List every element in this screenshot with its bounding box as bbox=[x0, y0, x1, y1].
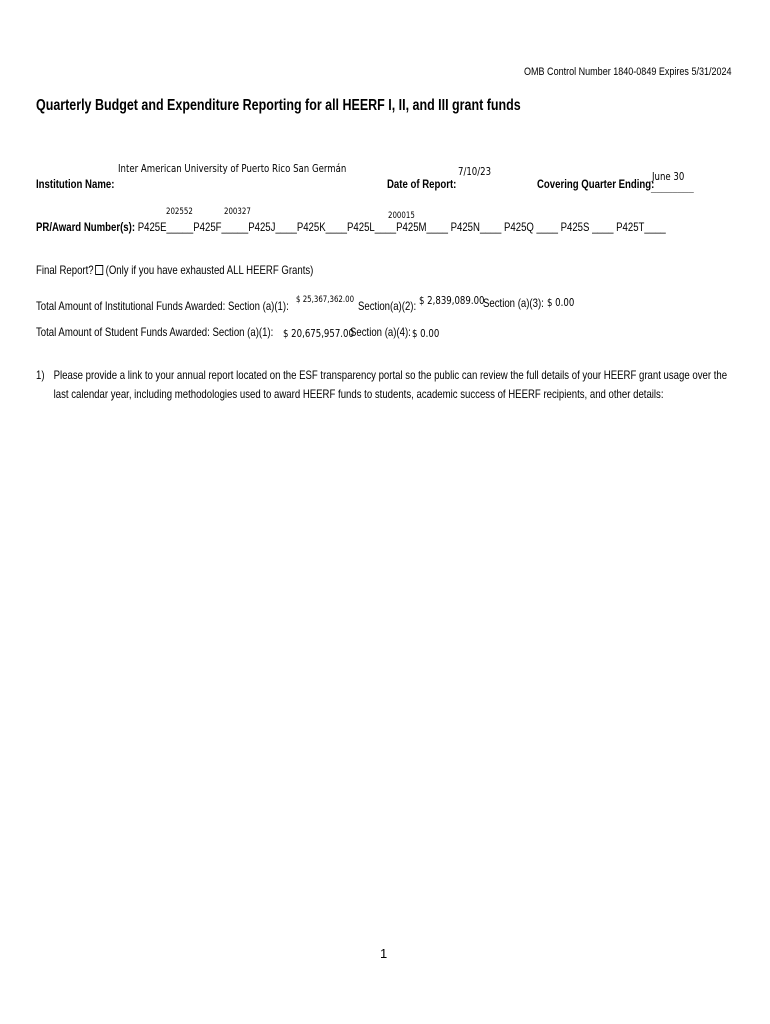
award-numbers-label: PR/Award Number(s): bbox=[36, 220, 136, 234]
award-code: P425K bbox=[296, 220, 326, 234]
question-1-number: 1) bbox=[36, 368, 45, 382]
award-blank[interactable]: ____ bbox=[275, 220, 297, 234]
award-code: P425E bbox=[137, 220, 167, 234]
award-p425f-value[interactable]: 200327 bbox=[224, 207, 251, 217]
question-1-text: Please provide a link to your annual report located on the ESF transparency portal so the public can review the full details of your HEERF grant usage over the last calendar year, including methodologies used to award HEERF funds to students, academic success of HEERF recipients, and other details: bbox=[53, 368, 728, 401]
date-of-report-label: Date of Report: bbox=[387, 177, 457, 191]
section-a2-label: Section(a)(2): bbox=[358, 299, 417, 313]
institutional-a1-value[interactable]: $ 25,367,362.00 bbox=[296, 295, 355, 305]
award-blank[interactable]: ____ bbox=[536, 220, 558, 234]
section-a4-label: Section (a)(4): bbox=[350, 325, 411, 339]
award-code: P425Q bbox=[503, 220, 534, 234]
award-blank[interactable]: ____ bbox=[325, 220, 347, 234]
omb-control-number: OMB Control Number 1840-0849 Expires 5/31/2024 bbox=[524, 66, 732, 78]
award-blank[interactable]: _____ bbox=[166, 220, 194, 234]
page-title: Quarterly Budget and Expenditure Reporting for all HEERF I, II, and III grant funds bbox=[36, 97, 521, 114]
award-code: P425M bbox=[396, 220, 427, 234]
award-code: P425F bbox=[193, 220, 222, 234]
date-of-report-value[interactable]: 7/10/23 bbox=[458, 165, 492, 178]
covering-quarter-value[interactable]: June 30 bbox=[652, 170, 685, 183]
award-p425l-value[interactable]: 200015 bbox=[388, 211, 415, 221]
page-number: 1 bbox=[380, 946, 388, 961]
award-blank[interactable]: _____ bbox=[221, 220, 249, 234]
award-code: P425S bbox=[560, 220, 590, 234]
section-a4-value[interactable]: $ 0.00 bbox=[412, 327, 440, 340]
covering-quarter-label: Covering Quarter Ending: bbox=[537, 177, 655, 191]
award-blank[interactable]: ____ bbox=[374, 220, 397, 234]
institutional-funds-label: Total Amount of Institutional Funds Awarded: Section (a)(1): bbox=[36, 299, 289, 313]
institution-name-value[interactable]: Inter American University of Puerto Rico San Germán bbox=[118, 162, 347, 175]
section-a3-value[interactable]: $ 0.00 bbox=[547, 296, 575, 309]
award-code: P425N bbox=[450, 220, 480, 234]
award-numbers-row bbox=[36, 220, 666, 234]
award-p425e-value[interactable]: 202552 bbox=[166, 207, 193, 217]
institution-name-label: Institution Name: bbox=[36, 177, 115, 191]
final-report-note: (Only if you have exhausted ALL HEERF Grants) bbox=[105, 263, 314, 277]
student-a1-value[interactable]: $ 20,675,957.00 bbox=[283, 327, 354, 340]
section-a2-value[interactable]: $ 2,839,089.00 bbox=[419, 294, 485, 307]
final-report-label: Final Report? bbox=[36, 263, 94, 277]
award-code: P425L bbox=[347, 220, 375, 234]
student-funds-label: Total Amount of Student Funds Awarded: Section (a)(1): bbox=[36, 325, 274, 339]
question-1 bbox=[36, 366, 740, 404]
award-blank[interactable]: ____ bbox=[644, 220, 666, 234]
section-a3-label: Section (a)(3): bbox=[483, 296, 544, 310]
award-blank[interactable]: ____ bbox=[592, 220, 614, 234]
final-report-row bbox=[36, 263, 313, 277]
award-blank[interactable]: ____ bbox=[426, 220, 448, 234]
final-report-checkbox[interactable] bbox=[95, 265, 103, 275]
award-code: P425T bbox=[616, 220, 645, 234]
award-code: P425J bbox=[248, 220, 276, 234]
covering-quarter-blank: ________ bbox=[651, 180, 694, 194]
award-blank[interactable]: ____ bbox=[479, 220, 502, 234]
